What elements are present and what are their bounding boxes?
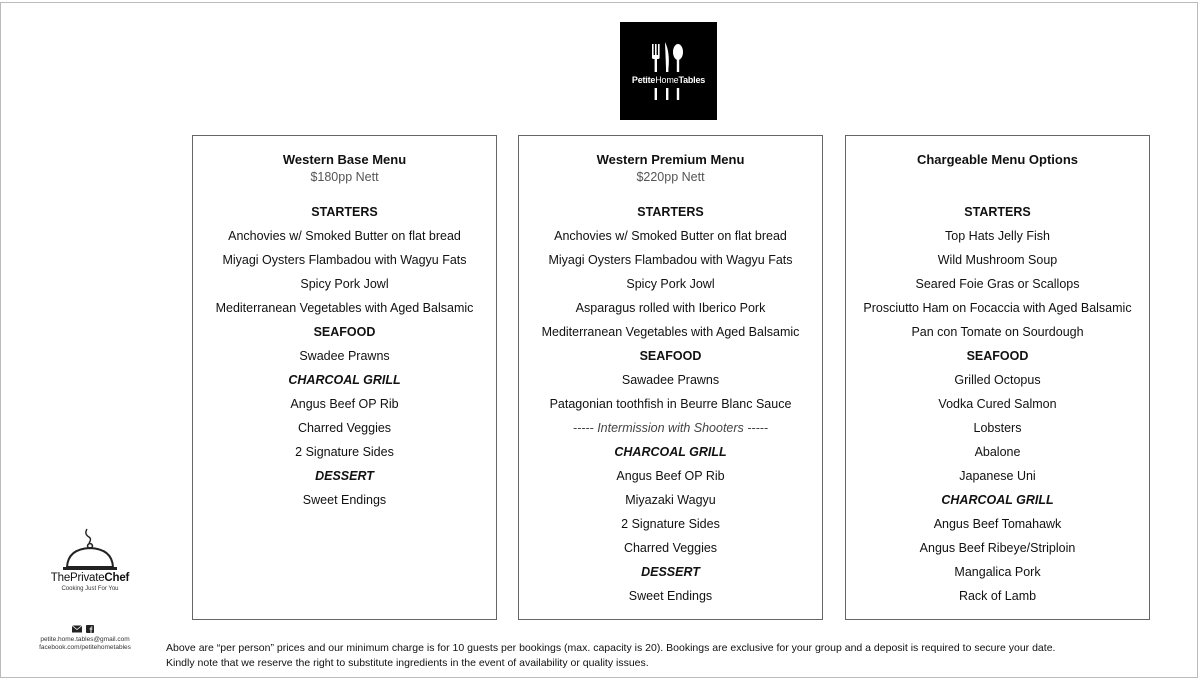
menu-item: Angus Beef Ribeye/Striploin xyxy=(919,541,1076,555)
menu-section-heading: SEAFOOD xyxy=(313,325,376,339)
menu-section-heading: CHARCOAL GRILL xyxy=(614,445,727,459)
footer-line-2: Kindly note that we reserve the right to substitute ingredients in the event of availability or quality issues. xyxy=(166,657,649,669)
chef-brand-name xyxy=(30,572,150,584)
menu-item: Pan con Tomate on Sourdough xyxy=(911,325,1084,339)
menu-item: Rack of Lamb xyxy=(958,589,1037,603)
chef-tagline: Cooking Just For You xyxy=(61,586,119,592)
menu-price: $180pp Nett xyxy=(310,170,379,184)
menu-item: Japanese Uni xyxy=(959,469,1036,483)
menu-section-heading: SEAFOOD xyxy=(639,349,702,363)
logo-text-petite: Petite xyxy=(631,75,656,85)
menu-item: Sweet Endings xyxy=(302,493,387,507)
menu-item: Swadee Prawns xyxy=(299,349,390,363)
menu-item: Lobsters xyxy=(973,421,1022,435)
menu-item: Angus Beef Tomahawk xyxy=(933,517,1062,531)
contact-email[interactable]: petite.home.tables@gmail.com xyxy=(40,636,130,643)
chef-name-chef: Chef xyxy=(104,572,130,584)
menu-item: Seared Foie Gras or Scallops xyxy=(915,277,1080,291)
facebook-icon xyxy=(86,625,94,633)
menu-items xyxy=(519,200,822,608)
footer-note xyxy=(166,641,1166,671)
menu-section-heading: CHARCOAL GRILL xyxy=(288,373,401,387)
menu-item: Miyagi Oysters Flambadou with Wagyu Fats xyxy=(548,253,793,267)
chef-name-private: Private xyxy=(70,572,105,584)
chef-cloche-icon xyxy=(40,525,140,595)
menu-column-western-base xyxy=(192,135,497,620)
menu-column-chargeable-options xyxy=(845,135,1150,620)
menu-item: Charred Veggies xyxy=(623,541,718,555)
contact-facebook[interactable]: facebook.com/petitehometables xyxy=(39,644,131,651)
petite-home-tables-logo xyxy=(620,22,717,120)
menu-section-heading: STARTERS xyxy=(311,205,378,219)
logo-wordmark xyxy=(620,75,717,85)
menu-note: ----- Intermission with Shooters ----- xyxy=(572,421,769,435)
logo-text-home: Home xyxy=(655,75,679,85)
menu-item: Angus Beef OP Rib xyxy=(616,469,725,483)
menu-item: Abalone xyxy=(974,445,1021,459)
menu-title: Western Premium Menu xyxy=(596,152,745,167)
menu-item: Grilled Octopus xyxy=(954,373,1041,387)
menu-item: Patagonian toothfish in Beurre Blanc Sauce xyxy=(549,397,792,411)
menu-item: Angus Beef OP Rib xyxy=(290,397,399,411)
menu-item: Mediterranean Vegetables with Aged Balsamic xyxy=(541,325,800,339)
menu-column-western-premium xyxy=(518,135,823,620)
menu-item: Top Hats Jelly Fish xyxy=(945,229,1050,243)
menu-item: Wild Mushroom Soup xyxy=(937,253,1058,267)
menu-price: $220pp Nett xyxy=(636,170,705,184)
menu-section-heading: CHARCOAL GRILL xyxy=(941,493,1054,507)
menu-item: Spicy Pork Jowl xyxy=(626,277,715,291)
menu-items xyxy=(846,200,1149,608)
menu-item: Spicy Pork Jowl xyxy=(300,277,389,291)
chef-name-the: The xyxy=(50,572,71,584)
menu-item: Asparagus rolled with Iberico Pork xyxy=(575,301,766,315)
menu-section-heading: SEAFOOD xyxy=(966,349,1029,363)
logo-text-tables: Tables xyxy=(678,75,706,85)
menu-item: Sweet Endings xyxy=(628,589,713,603)
menu-item: Mangalica Pork xyxy=(954,565,1041,579)
contact-icons xyxy=(71,624,101,634)
menu-item: Anchovies w/ Smoked Butter on flat bread xyxy=(554,229,787,243)
menu-section-heading: STARTERS xyxy=(637,205,704,219)
cutlery-icon xyxy=(620,22,717,120)
menu-section-heading: DESSERT xyxy=(315,469,374,483)
footer-line-1: Above are “per person” prices and our minimum charge is for 10 guests per bookings (max. capacity is 20). Bookings are exclusive for your group and a deposit is required to secure your date. xyxy=(166,642,1056,654)
menu-item: Miyagi Oysters Flambadou with Wagyu Fats xyxy=(222,253,467,267)
menu-item: Vodka Cured Salmon xyxy=(938,397,1057,411)
menu-item: Mediterranean Vegetables with Aged Balsamic xyxy=(215,301,474,315)
menu-item: 2 Signature Sides xyxy=(295,445,394,459)
menu-section-heading: DESSERT xyxy=(641,565,700,579)
menu-item: Sawadee Prawns xyxy=(621,373,720,387)
menu-item: Miyazaki Wagyu xyxy=(625,493,716,507)
menu-item: Anchovies w/ Smoked Butter on flat bread xyxy=(228,229,461,243)
menu-item: Charred Veggies xyxy=(297,421,392,435)
menu-item: Prosciutto Ham on Focaccia with Aged Balsamic xyxy=(863,301,1132,315)
menu-title: Chargeable Menu Options xyxy=(916,152,1079,167)
menu-items xyxy=(193,200,496,512)
menu-section-heading: STARTERS xyxy=(964,205,1031,219)
mail-icon xyxy=(72,626,82,633)
menu-item: 2 Signature Sides xyxy=(621,517,720,531)
menu-title: Western Base Menu xyxy=(282,152,407,167)
